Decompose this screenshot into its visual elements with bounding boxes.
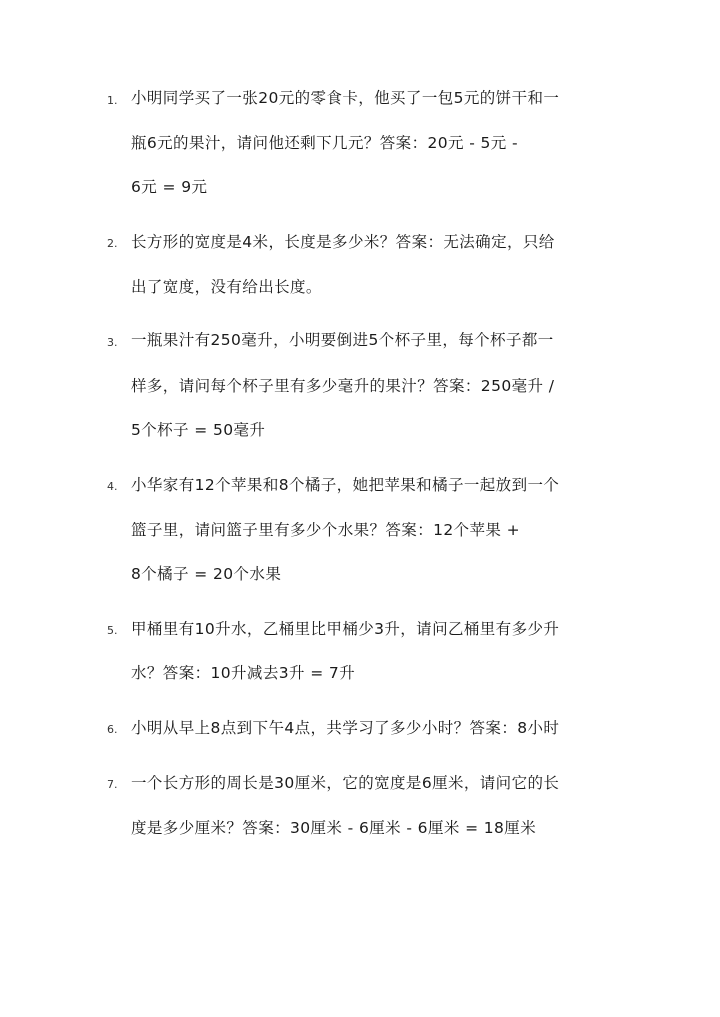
question-text-line: 度是多少厘米？答案：30厘米 - 6厘米 - 6厘米 = 18厘米	[131, 819, 537, 837]
question-text-line: 样多，请问每个杯子里有多少毫升的果汁？答案：250毫升 /	[131, 377, 555, 395]
question-text-line: 小明从早上8点到下午4点，共学习了多少小时？答案：8小时	[131, 719, 560, 737]
question-text-line: 8个橘子 = 20个水果	[131, 565, 282, 583]
question-text-line: 瓶6元的果汁，请问他还剩下几元？答案：20元 - 5元 -	[131, 134, 519, 152]
question-text-line: 6元 = 9元	[131, 178, 208, 196]
question-number: 1.	[107, 94, 118, 107]
question-text-line: 5个杯子 = 50毫升	[131, 421, 266, 439]
question-number: 6.	[107, 723, 118, 736]
question-number: 4.	[107, 480, 118, 493]
question-number: 2.	[107, 237, 118, 250]
question-text-line: 长方形的宽度是4米，长度是多少米？答案：无法确定，只给	[131, 233, 555, 251]
question-text-line: 一瓶果汁有250毫升，小明要倒进5个杯子里，每个杯子都一	[131, 331, 554, 349]
question-text-line: 小明同学买了一张20元的零食卡，他买了一包5元的饼干和一	[131, 89, 560, 107]
question-text-line: 水？答案：10升减去3升 = 7升	[131, 664, 356, 682]
question-text-line: 篮子里，请问篮子里有多少个水果？答案：12个苹果 +	[131, 521, 521, 539]
question-number: 7.	[107, 778, 118, 791]
question-text-line: 一个长方形的周长是30厘米，它的宽度是6厘米，请问它的长	[131, 774, 560, 792]
question-number: 3.	[107, 336, 118, 349]
question-number: 5.	[107, 624, 118, 637]
question-text-line: 出了宽度，没有给出长度。	[131, 278, 322, 296]
question-text-line: 甲桶里有10升水，乙桶里比甲桶少3升，请问乙桶里有多少升	[131, 620, 560, 638]
question-text-line: 小华家有12个苹果和8个橘子，她把苹果和橘子一起放到一个	[131, 476, 560, 494]
